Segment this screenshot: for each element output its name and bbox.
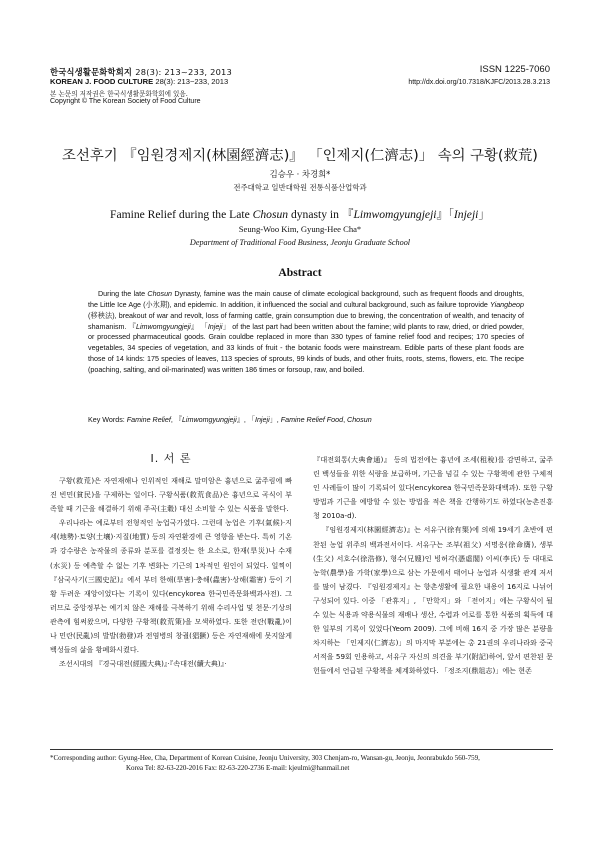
- keyword-sep: , 『: [170, 416, 182, 424]
- section-heading-introduction: Ⅰ. 서 론: [150, 452, 192, 465]
- keyword: Injeji: [254, 416, 270, 424]
- keyword: Famine Relief Food: [280, 416, 344, 424]
- abstract-text: 』 「: [190, 322, 208, 331]
- journal-pages: 28(3): 213~233, 2013: [135, 67, 233, 77]
- abstract-text: 」 of the last part had been written about the famine; wild plants to raw, dried, or dried powder, or processed pharmaceutical goods. Grain couldbe replaced in more than 330 types of famine relief food and recipes; 170 species of vegetables, 34 species of vegetation, and 33 kinds of fruit - the botanic foods were mainstream. Edible parts of these plant foods are those of 14 kinds: 175 species of leaves, 113 species of sprouts, 99 kinds of buds, and other fruits, roots, stems, flowers, etc. The recipe (poaching, salting, and oil-marinated) was written 186 times or forsoup, raw, and boiled.: [88, 322, 524, 374]
- paragraph: 『대전회통(大典會通)』 등의 법전에는 흉년에 조세(租稅)를 감면하고, 굶주린 백성들을 위한 식량을 보급하며, 기근을 넘길 수 있는 구황책에 관한 구체적인 사례들이 많이 기록되어 있다(encykorea 한국민족문화대백과). 또한 구황 방법과 기근을 예방할 수 있는 방법을 적은 책을 간행하기도 하였다(농촌진흥청 2010a-d).: [313, 455, 553, 521]
- title-en-italic: Chosun: [252, 208, 289, 221]
- footnote-line: Korea Tel: 82-63-220-2016 Fax: 82-63-220-2736 E-mail: kjeulmi@hanmail.net: [126, 764, 350, 772]
- authors-en: Seung-Woo Kim, Gyung-Hee Cha*: [238, 224, 362, 234]
- affiliation-ko: 전주대학교 일반대학원 전통식품산업학과: [233, 183, 367, 192]
- footnote-line: *Corresponding author: Gyung-Hee, Cha, Department of Korean Cuisine, Jeonju University, 303 Chenjam-ro, Wansan-gu, Jeonju, Jeonrabukdo 560-759,: [50, 754, 480, 762]
- keywords-label: Key Words:: [88, 416, 125, 424]
- title-en-prefix: Famine Relief during the Late: [110, 208, 253, 221]
- keyword: Limwomgyungjeji: [181, 416, 237, 424]
- abstract-italic: Yiangbeop: [489, 300, 524, 309]
- title-en-book: Limwomgyungjeji: [353, 208, 437, 221]
- abstract-italic: Limwomgyungjeji: [136, 322, 191, 331]
- keyword-sep: 」,: [269, 416, 281, 424]
- issn: ISSN 1225-7060: [479, 64, 550, 75]
- affiliation-en: Department of Traditional Food Business, Jeonju Graduate School: [189, 238, 411, 247]
- title-en-sep: 』「: [436, 208, 454, 221]
- abstract-body: [88, 289, 524, 376]
- abstract-text: Dynasty, famine was the main cause of climate ecological background, such as frequent floods and droughts, the Little Ice Age (小氷期), and epidemic. In addition, it influenced the social and cultural background, such as failure toprovide: [88, 290, 524, 309]
- footnote: [50, 753, 553, 773]
- title-en-chapter: Injeji: [453, 208, 479, 221]
- paragraph: 『임원경제지(林園經濟志)』는 서유구(徐有榘)에 의해 19세기 초반에 편찬된 농업 위주의 백과전서이다. 서유구는 조부(祖父) 서명응(徐命膺), 생부(生父) 서호수(徐浩修), 형수(兄嫂)인 빙허각(憑虛閣) 이씨(李氏) 등 대대로 농학(農學)을 가학(家學)으로 삼는 가문에서 태어나 농업과 식생활 관계 저서를 많이 남겼다. 『임원경제지』는 향촌생활에 필요한 내용이 16지로 나뉘어 구성되어 있다. 이중 「관휴지」, 「만학지」와 「전어지」에는 구황식이 될 수 있는 식용과 약용식물의 재배나 생산, 수렵과 어로를 통한 식품의 획득에 대한 일부의 기록이 있었다(Yeom 2009). 그에 비해 16지 중 가장 많은 분량을 차지하는 「인제지(仁濟志)」의 마지막 부분에는 총 21권의 우리나라와 중국 서적을 59회 인용하고, 서유구 자신의 의견을 부기(附記)하여, 앞서 편찬된 문헌들에서 언급된 구황책을 체계화하였다. 「정조지(鼎俎志)」에는 현존: [313, 525, 553, 676]
- journal-pages-en: 28(3): 213~233, 2013: [155, 77, 229, 86]
- footnote-divider: [50, 749, 553, 750]
- journal-header-en: [50, 77, 228, 86]
- doi-link[interactable]: http://dx.doi.org/10.7318/KJFC/2013.28.3.213: [408, 79, 550, 86]
- abstract-text: (移秧法), breakout of war and revolt, loss of farming cattle, grain consumption due to brewing, the concentration of wealth, and tenacity of shamanism. 『: [88, 311, 524, 331]
- title-en-end: 」: [478, 208, 490, 221]
- keyword: Chosun: [347, 416, 372, 424]
- paragraph: 구황(救荒)은 자연재해나 인위적인 재해로 말미암은 흉년으로 굶주림에 빠진 빈민(貧民)을 구제하는 일이다. 구황식품(救荒食品)은 흉년으로 곡식이 부족할 때 기근을 해결하기 위해 주곡(主穀) 대신 소비할 수 있는 식품을 말한다.: [50, 476, 292, 514]
- keywords: [88, 415, 524, 426]
- abstract-italic: Chosun: [147, 290, 173, 298]
- authors-ko: 김승우 · 차경희*: [269, 169, 331, 179]
- abstract-heading: Abstract: [278, 266, 322, 279]
- keyword-sep: ,: [343, 416, 348, 424]
- paragraph: 우리나라는 예로부터 전형적인 농업국가였다. 그런데 농업은 기후(氣候)·지세(地勢)·토양(土壤)·지질(地質) 등의 자연환경에 큰 영향을 받는다. 특히 기온과 강수량은 농작물의 종류와 분포를 결정짓는 한 요소로, 한재(旱災)나 수재(水災) 등 예측할 수 없는 기후 변화는 기근의 1차적인 원인이 되었다. 일찍이 『삼국사기(三國史記)』에서 부터 한해(旱害)·충해(蟲害)·상해(霜害) 등이 기황 두려운 재앙이었다는 기록이 있다(encykorea 한국민족문화백과사전). 그러므로 중앙정부는 예기치 않은 재해를 극복하기 위해 수리사업 및 천문·기상의 관측에 힘써왔으며, 다양한 구황책(救荒策)을 모색하였다. 또한 전란(戰亂)이나 민란(民亂)의 발발(勃發)과 전염병의 창궐(猖獗) 등은 자연재해에 못지않게 백성들의 삶을 황폐화시켰다.: [50, 518, 292, 655]
- keyword: Famine Relief: [126, 416, 171, 424]
- copyright-en: Copyright © The Korean Society of Food Culture: [50, 98, 201, 105]
- journal-name-ko: 한국식생활문화학회지: [50, 67, 133, 77]
- abstract-italic: Injeji: [207, 322, 223, 331]
- right-column: [313, 453, 553, 679]
- journal-name-en: KOREAN J. FOOD CULTURE: [50, 77, 154, 86]
- keyword-sep: 』, 「: [236, 416, 255, 424]
- title-ko: 조선후기 『임원경제지(林園經濟志)』 「인제지(仁濟志)」 속의 구황(救荒): [62, 148, 538, 164]
- copyright-ko: 본 논문의 저작권은 한국식생활문화학회에 있음.: [50, 90, 188, 98]
- paragraph: 조선시대의 『경국대전(經國大典)』·『속대전(續大典)』·: [59, 659, 227, 669]
- title-en: [0, 206, 600, 222]
- abstract-text: During the late: [98, 290, 148, 298]
- left-column: [50, 474, 292, 671]
- title-en-middle: dynasty in 『: [288, 208, 354, 221]
